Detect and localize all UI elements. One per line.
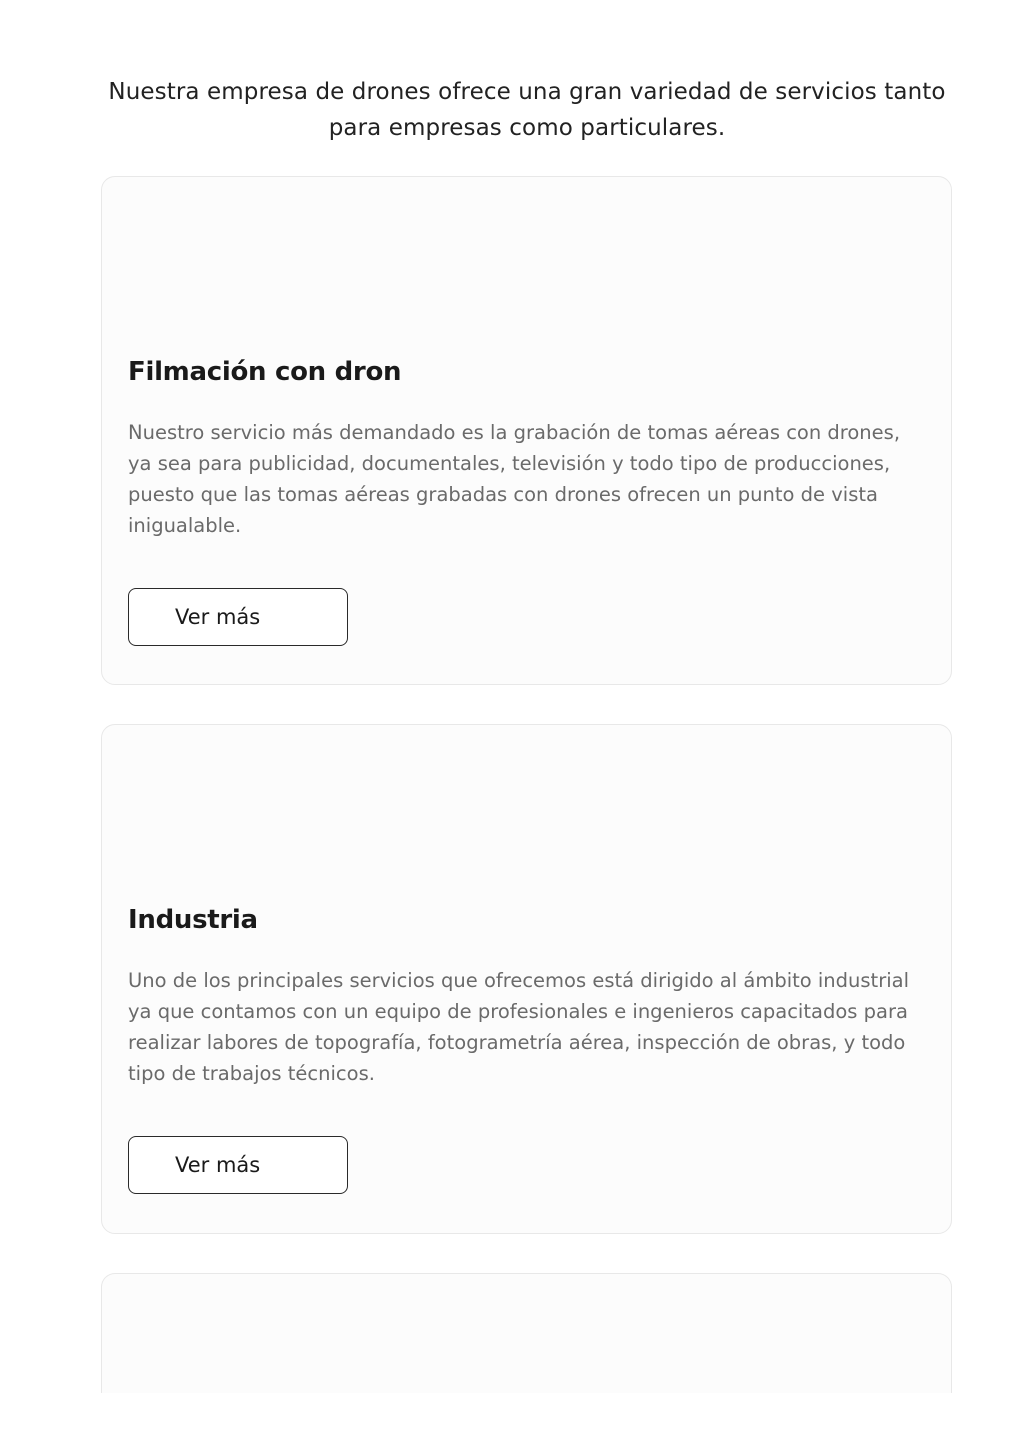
- ver-mas-button[interactable]: Ver más: [128, 588, 348, 646]
- intro-text: Nuestra empresa de drones ofrece una gran variedad de servicios tanto para empresas como particulares.: [108, 79, 946, 141]
- service-title: Filmación con dron: [128, 357, 402, 387]
- service-description: Nuestro servicio más demandado es la grabación de tomas aéreas con drones, ya sea para publicidad, documentales, televisión y todo tipo de producciones, puesto que las tomas aéreas grabadas con drones ofrecen un punto de vista inigualable.: [128, 421, 901, 537]
- service-card-partial: [101, 1273, 952, 1393]
- service-description: Uno de los principales servicios que ofrecemos está dirigido al ámbito industrial ya que contamos con un equipo de profesionales e ingenieros capacitados para realizar labores de topografía, fotogrametría aérea, inspección de obras, y todo tipo de trabajos técnicos.: [128, 969, 910, 1085]
- page-bottom-area: [0, 1393, 1024, 1449]
- service-card-industria: [101, 724, 952, 1234]
- service-card-filmacion: [101, 176, 952, 685]
- ver-mas-button[interactable]: Ver más: [128, 1136, 348, 1194]
- service-image-placeholder: [102, 177, 951, 347]
- service-image-placeholder: [102, 725, 951, 895]
- service-title: Industria: [128, 905, 258, 935]
